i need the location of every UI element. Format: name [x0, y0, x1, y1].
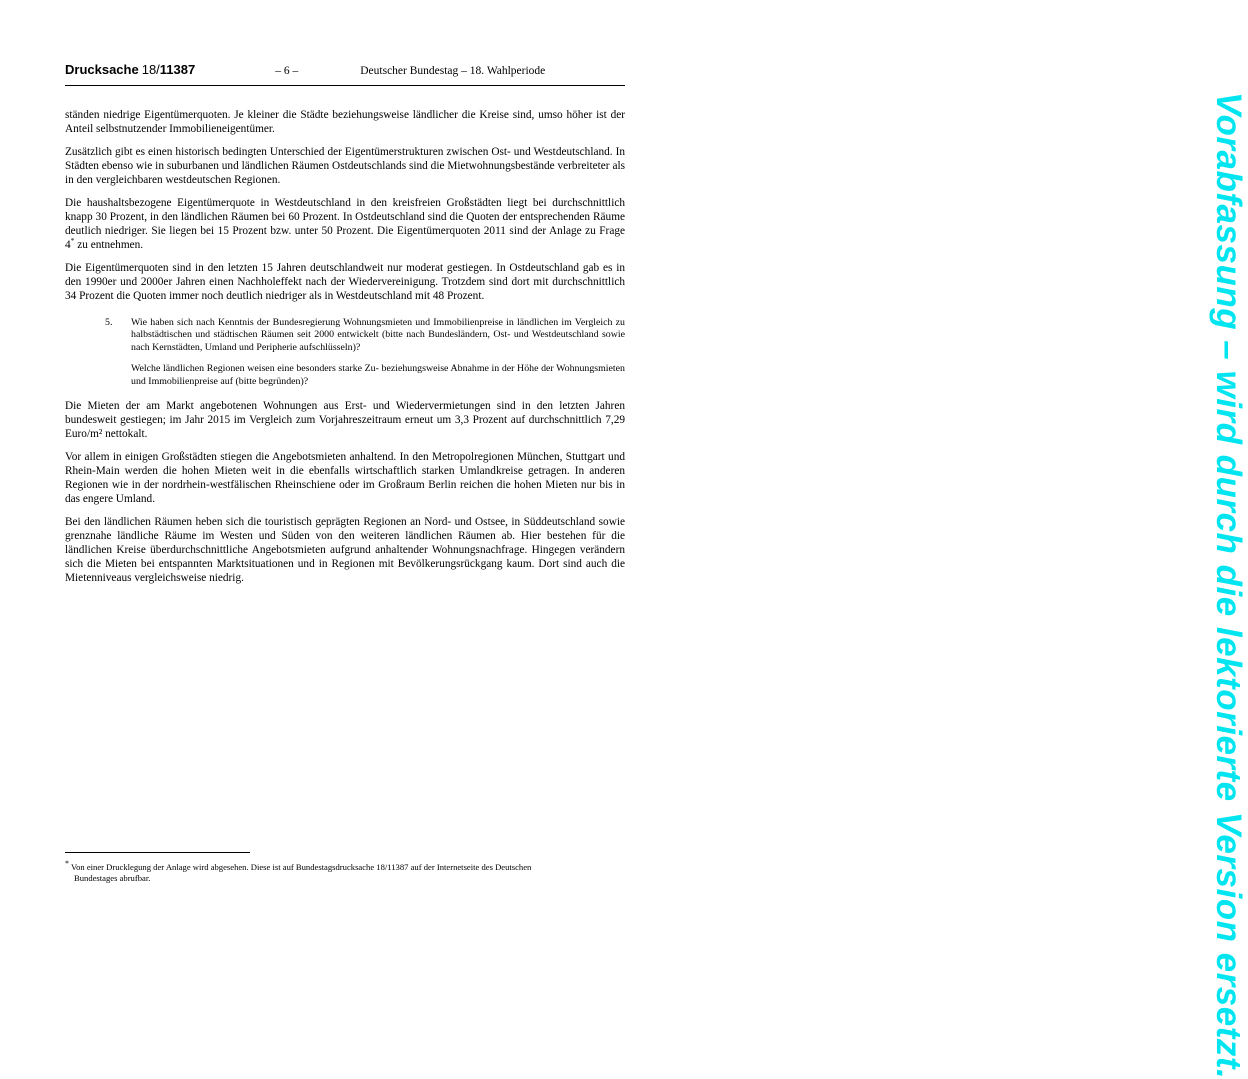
question-block	[65, 317, 625, 388]
parliament-period: Deutscher Bundestag – 18. Wahlperiode	[360, 65, 546, 77]
watermark-text: Vorabfassung – wird durch die lektorierte Version ersetzt.	[1209, 92, 1248, 1079]
document-body	[65, 108, 625, 585]
answer-paragraph: Vor allem in einigen Großstädten stiegen die Angebotsmieten anhaltend. In den Metropolregionen München, Stuttgart und Rhein-Main werden die hohen Mieten weit in die ebenfalls wirtschaftlich starken Umlandkreise getragen. In anderen Regionen wie in der nordrhein-westfälischen Rheinschiene oder im Großraum Berlin reichen die hohen Mieten nur bis in das engere Umland.	[65, 451, 625, 506]
document-label: Drucksache	[65, 62, 139, 77]
footnote-reference: *	[70, 236, 75, 246]
body-paragraph: Zusätzlich gibt es einen historisch bedingten Unterschied der Eigentümerstrukturen zwischen Ost- und Westdeutschland. In Städten ebenso wie in suburbanen und ländlichen Räumen Ostdeutschlands sind die Mietwohnungsbestände verbreiteter als in den vergleichbaren westdeutschen Regionen.	[65, 146, 625, 186]
document-number: 18/11387	[141, 62, 196, 77]
body-paragraph: Die Eigentümerquoten sind in den letzten 15 Jahren deutschlandweit nur moderat gestiegen. In Ostdeutschland gab es in den 1990er und 2000er Jahren einen Nachholeffekt nach der Wiedervereinigung. Trotzdem sind dort mit durchschnittlich 34 Prozent die Quoten immer noch deutlich niedriger als in Westdeutschland mit 48 Prozent.	[65, 262, 625, 302]
paragraph-text: Die haushaltsbezogene Eigentümerquote in Westdeutschland in den kreisfreien Großstädten liegt bei durchschnittlich knapp 30 Prozent, in den ländlichen Räumen bei 60 Prozent. In Ostdeutschland sind die Quoten der entsprechenden Räume deutlich niedriger. Sie liegen bei 15 Prozent bzw. unter 50 Prozent. Die Eigentümerquoten 2011 sind der Anlage zu Frage 4	[65, 197, 625, 251]
header-rule	[65, 85, 625, 86]
question-row	[105, 317, 625, 354]
footnote-text-continued: Bundestages abrufbar.	[74, 872, 151, 883]
answer-paragraph: Bei den ländlichen Räumen heben sich die touristisch geprägten Regionen an Nord- und Ostsee, in Süddeutschland sowie grenznahe ländliche Räume im Westen und Süden von den weiteren ländlichen Räumen ab. Hier bestehen für die ländlichen Kreise überdurchschnittliche Angebotsmieten aufgrund anhaltender Wohnungsnachfrage. Hingegen verändern sich die Mieten bei entspannten Marktsituationen und in Regionen mit Bevölkerungsrückgang kaum. Dort sind auch die Mietenniveaus vergleichsweise niedrig.	[65, 516, 625, 585]
paragraph-text-tail: zu entnehmen.	[74, 239, 144, 251]
answer-paragraph: Die Mieten der am Markt angebotenen Wohnungen aus Erst- und Wiedervermietungen sind in den letzten Jahren bundesweit gestiegen; im Jahr 2015 im Vergleich zum Vorjahreszeitraum erneut um 3,3 Prozent auf durchschnittlich 7,29 Euro/m² nettokalt.	[65, 400, 625, 441]
question-number: 5.	[105, 317, 113, 328]
body-paragraph: ständen niedrige Eigentümerquoten. Je kleiner die Städte beziehungsweise ländlicher die Kreise sind, umso höher ist der Anteil selbstnutzender Immobilieneigentümer.	[65, 109, 625, 135]
question-text: Wie haben sich nach Kenntnis der Bundesregierung Wohnungsmieten und Immobilienpreise in ländlichen im Vergleich zu halbstädtischen und städtischen Räumen seit 2000 entwickelt (bitte nach Bundesländern, Ost- und Westdeutschland sowie nach Kernstädten, Umland und Peripherie aufschlüsseln)?	[131, 317, 625, 353]
body-paragraph	[65, 196, 625, 252]
footnote-rule	[65, 852, 250, 853]
footnote-marker: *	[65, 859, 69, 868]
page-header	[65, 62, 625, 77]
footnote-text: Von einer Drucklegung der Anlage wird abgesehen. Diese ist auf Bundestagsdrucksache 18/11387 auf der Internetseite des Deutschen	[71, 861, 532, 872]
question-subtext: Welche ländlichen Regionen weisen eine besonders starke Zu- beziehungsweise Abnahme in der Höhe der Wohnungsmieten und Immobilienpreise auf (bitte begründen)?	[131, 363, 625, 387]
footnote	[65, 858, 625, 884]
page-number: – 6 –	[275, 65, 299, 77]
